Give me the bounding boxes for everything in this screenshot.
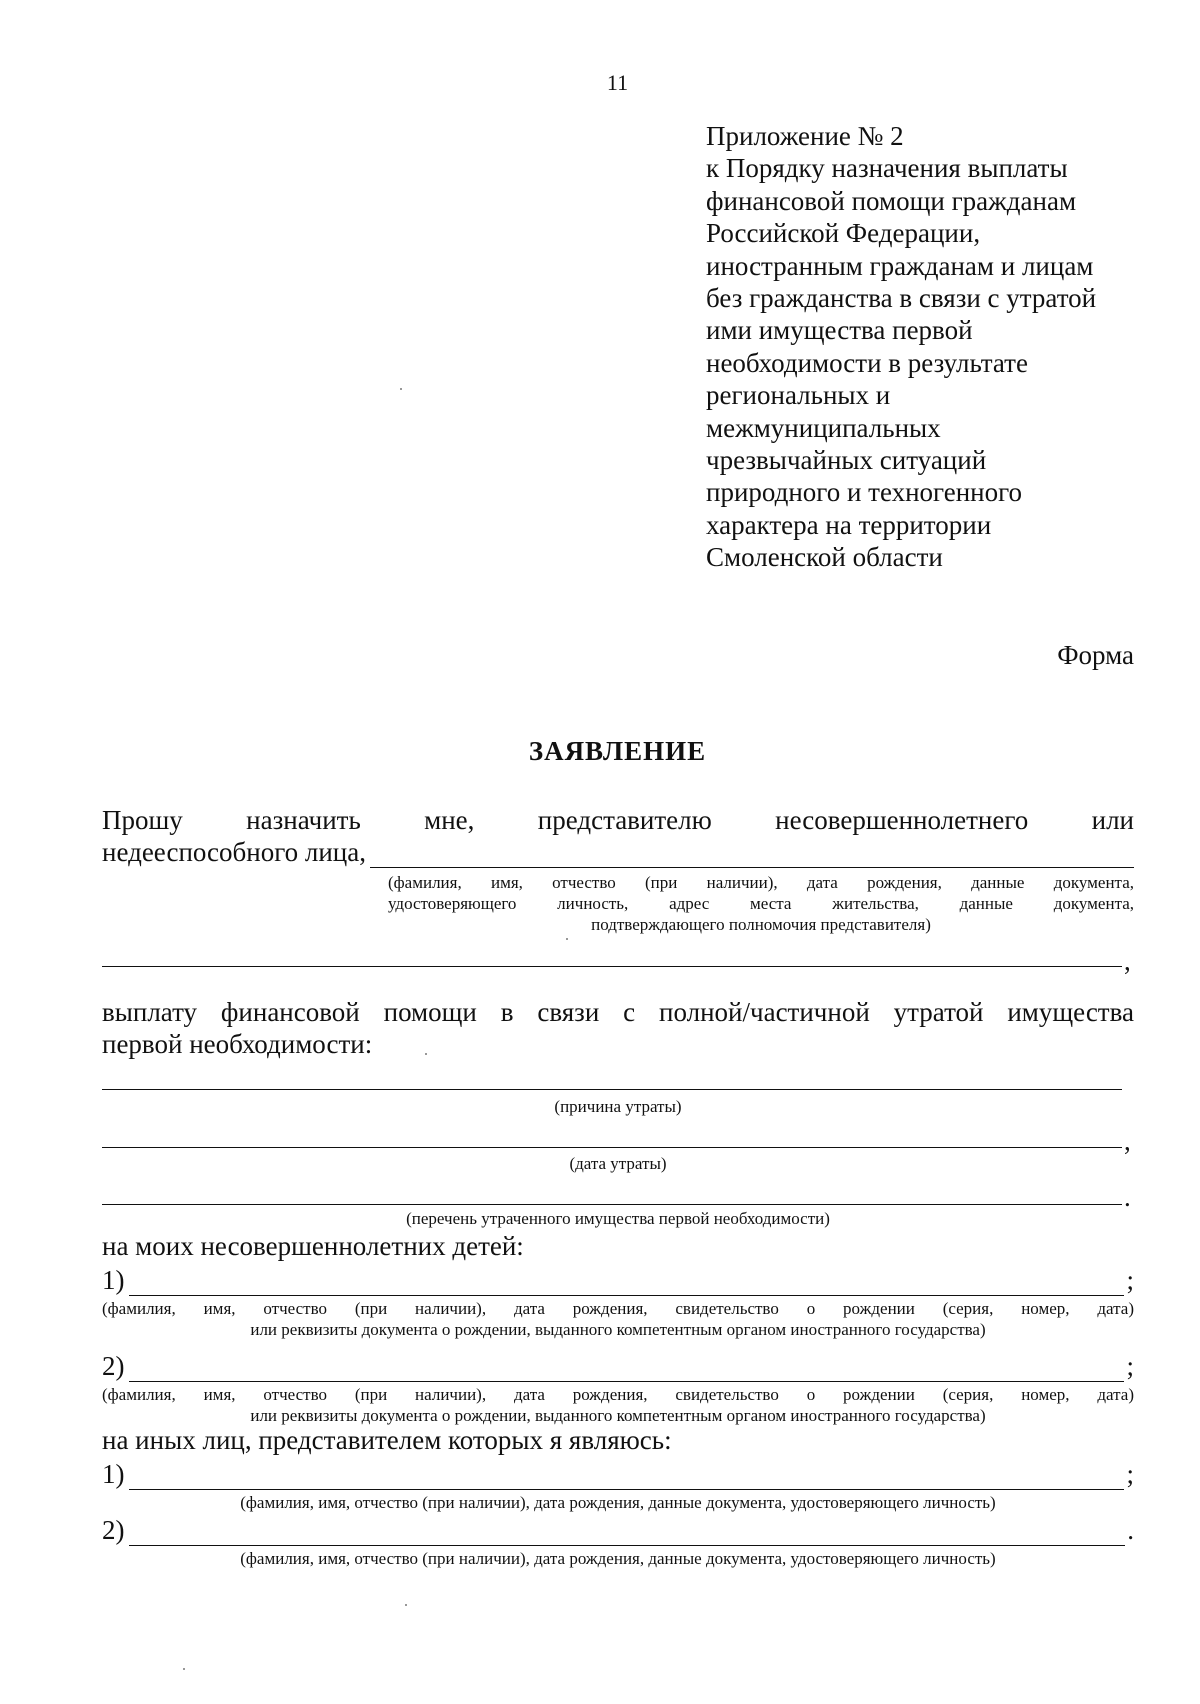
children-heading: на моих несовершеннолетних детей: xyxy=(102,1231,524,1261)
appendix-line: Российской Федерации, xyxy=(706,218,981,249)
child-1-number: 1) xyxy=(102,1265,125,1295)
child-1-end: ; xyxy=(1126,1265,1134,1295)
appendix-line: характера на территории xyxy=(706,509,992,540)
loss-date-caption: (дата утраты) xyxy=(569,1154,667,1173)
other-1-number: 1) xyxy=(102,1459,125,1489)
appendix-block xyxy=(706,120,1146,574)
other-1-end: ; xyxy=(1126,1459,1134,1489)
other-1-caption: (фамилия, имя, отчество (при наличии), дата рождения, данные документа, удостоверяющего личность) xyxy=(240,1493,996,1512)
payment-line-2: первой необходимости: xyxy=(102,1029,373,1059)
lost-property-period: . xyxy=(1124,1182,1131,1212)
applicant-caption xyxy=(388,872,1134,935)
appendix-line: Приложение № 2 xyxy=(706,121,904,151)
request-line-2-prefix: недееспособного лица, xyxy=(102,837,366,867)
request-line-1: Прошу назначить мне, представителю несовершеннолетнего или xyxy=(102,805,1134,835)
child-1-row xyxy=(102,1262,1134,1296)
other-1-row xyxy=(102,1456,1134,1490)
other-2-input-line[interactable] xyxy=(129,1519,1126,1546)
applicant-end-comma: , xyxy=(1124,946,1131,976)
caption-line: или реквизиты документа о рождении, выданного компетентным органом иностранного государства) xyxy=(250,1406,986,1425)
other-1-input-line[interactable] xyxy=(129,1463,1125,1490)
caption-line: (фамилия, имя, отчество (при наличии), дата рождения, свидетельство о рождении (серия, номер, дата) xyxy=(102,1385,1134,1404)
applicant-input-line[interactable] xyxy=(370,841,1134,868)
appendix-line: к Порядку назначения выплаты xyxy=(706,153,1068,184)
appendix-line: иностранным гражданам и лицам xyxy=(706,250,1094,281)
appendix-line: природного и техногенного xyxy=(706,477,1023,508)
scan-speck xyxy=(425,1053,427,1055)
document-title: ЗАЯВЛЕНИЕ xyxy=(528,736,707,766)
others-heading: на иных лиц, представителем которых я являюсь: xyxy=(102,1425,672,1455)
scan-speck xyxy=(400,388,402,390)
caption-line: (фамилия, имя, отчество (при наличии), дата рождения, данные документа, xyxy=(388,873,1134,892)
other-2-number: 2) xyxy=(102,1515,125,1545)
payment-line-1: выплату финансовой помощи в связи с полной/частичной утратой имущества xyxy=(102,997,1134,1027)
child-2-row xyxy=(102,1348,1134,1382)
appendix-line: ими имущества первой xyxy=(706,315,973,346)
child-1-input-line[interactable] xyxy=(129,1269,1125,1296)
caption-line: или реквизиты документа о рождении, выданного компетентным органом иностранного государства) xyxy=(250,1320,986,1339)
appendix-line: Смоленской области xyxy=(706,542,943,573)
caption-line: (фамилия, имя, отчество (при наличии), дата рождения, свидетельство о рождении (серия, номер, дата) xyxy=(102,1299,1134,1318)
form-label: Форма xyxy=(1057,640,1134,670)
child-1-caption xyxy=(102,1298,1134,1340)
child-2-input-line[interactable] xyxy=(129,1355,1125,1382)
other-2-caption: (фамилия, имя, отчество (при наличии), дата рождения, данные документа, удостоверяющего личность) xyxy=(240,1549,996,1568)
caption-line: удостоверяющего личность, адрес места жительства, данные документа, xyxy=(388,894,1134,913)
loss-date-line[interactable] xyxy=(102,1147,1122,1148)
scan-speck xyxy=(405,1604,407,1606)
page-number: 11 xyxy=(606,70,629,95)
other-2-end: . xyxy=(1127,1515,1134,1545)
appendix-line: без гражданства в связи с утратой xyxy=(706,283,1097,314)
appendix-line: межмуниципальных xyxy=(706,412,941,443)
scan-speck xyxy=(566,938,568,940)
applicant-continuation-line[interactable] xyxy=(102,966,1122,967)
scan-speck xyxy=(183,1668,185,1670)
loss-reason-caption: (причина утраты) xyxy=(554,1097,682,1116)
loss-date-comma: , xyxy=(1124,1126,1131,1156)
caption-line: подтверждающего полномочия представителя) xyxy=(591,915,931,934)
child-2-end: ; xyxy=(1126,1351,1134,1381)
other-2-row xyxy=(102,1512,1134,1546)
child-2-number: 2) xyxy=(102,1351,125,1381)
lost-property-line[interactable] xyxy=(102,1204,1122,1205)
loss-reason-line[interactable] xyxy=(102,1089,1122,1090)
child-2-caption xyxy=(102,1384,1134,1426)
applicant-field-row xyxy=(102,834,1134,868)
appendix-line: необходимости в результате xyxy=(706,347,1028,378)
lost-property-caption: (перечень утраченного имущества первой необходимости) xyxy=(406,1209,830,1228)
appendix-line: региональных и xyxy=(706,380,891,411)
appendix-line: финансовой помощи гражданам xyxy=(706,185,1077,216)
appendix-line: чрезвычайных ситуаций xyxy=(706,445,987,476)
